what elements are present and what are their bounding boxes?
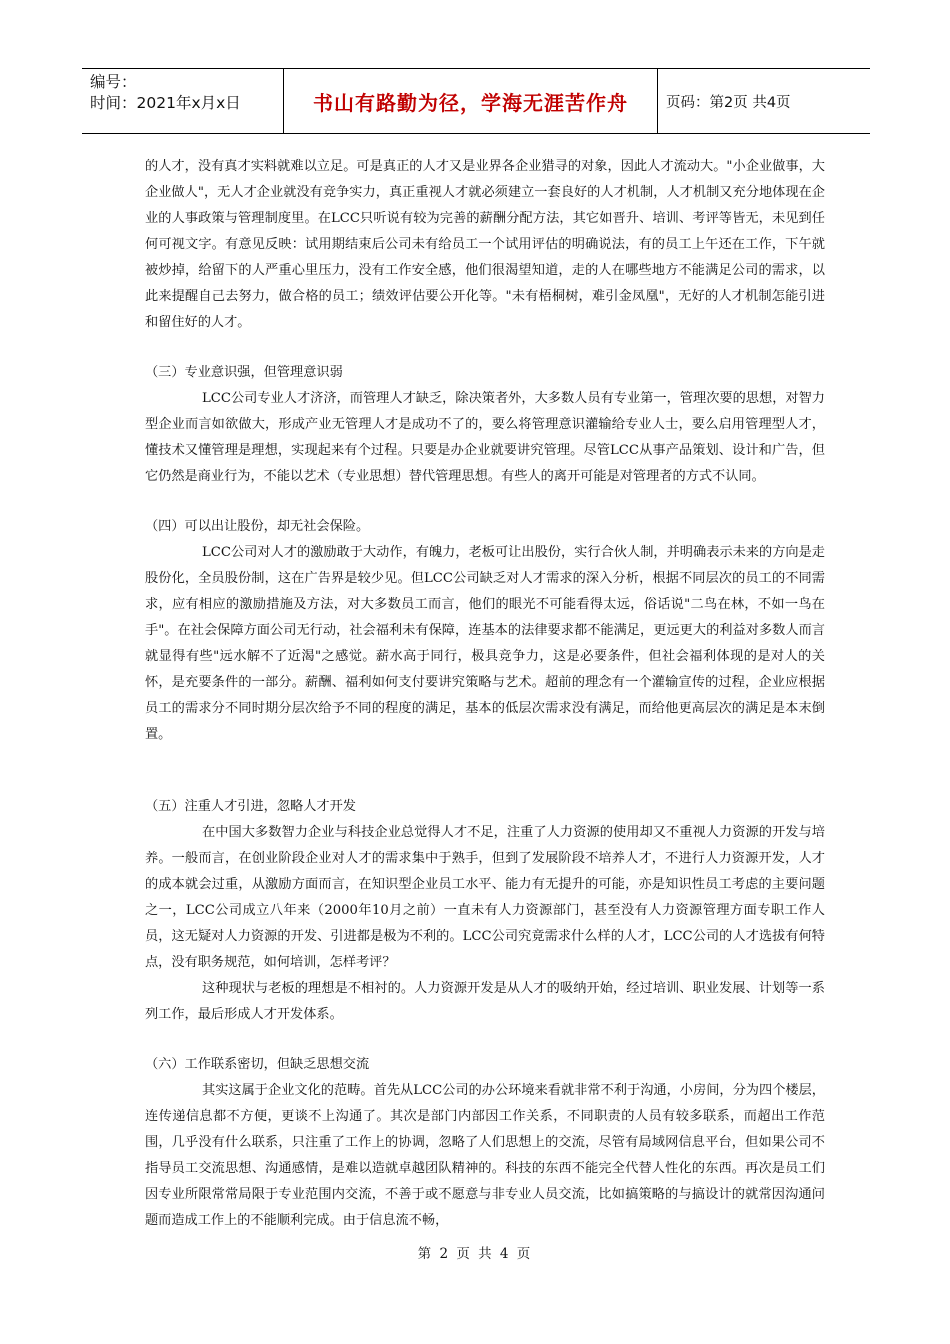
page-header [82,68,870,134]
section-5-paragraph-1: 在中国大多数智力企业与科技企业总觉得人才不足，注重了人力资源的使用却又不重视人力资源的开发与培养。一般而言，在创业阶段企业对人才的需求集中于熟手，但到了发展阶段不培养人才，不进行人力资源开发，人才的成本就会过重，从激励方面而言，在知识型企业员工水平、能力有无提升的可能，亦是知识性员工考虑的主要问题之一，LCC公司成立八年来（2000年10月之前）一直未有人力资源部门，甚至没有人力资源管理方面专职工作人员，这无疑对人力资源的开发、引进都是极为不利的。LCC公司究竟需求什么样的人才，LCC公司的人才选拔有何特点，没有职务规范，如何培训，怎样考评？ [145,825,825,970]
document-time-label: 时间：2021年x月x日 [90,94,241,112]
header-meta [82,69,284,133]
header-page-info: 页码：第2页 共4页 [666,94,791,111]
header-motto: 书山有路勤为径，学海无涯苦作舟 [284,69,658,133]
page-footer: 第 2 页 共 4 页 [417,1246,533,1262]
intro-paragraph: 的人才，没有真才实料就难以立足。可是真正的人才又是业界各企业猎寻的对象，因此人才流动大。"小企业做事，大企业做人"，无人才企业就没有竞争实力，真正重视人才就必须建立一套良好的人才机制，人才机制又充分地体现在企业的人事政策与管理制度里。在LCC只听说有较为完善的薪酬分配方法，其它如晋升、培训、考评等皆无，未见到任何可视文字。有意见反映：试用期结束后公司未有给员工一个试用评估的明确说法，有的员工上午还在工作，下午就被炒掉，给留下的人严重心里压力，没有工作安全感，他们很渴望知道，走的人在哪些地方不能满足公司的需求，以此来提醒自己去努力，做合格的员工；绩效评估要公开化等。"未有梧桐树，难引金凤凰"，无好的人才机制怎能引进和留住好的人才。 [145,159,825,330]
section-4-heading: （四）可以出让股份，却无社会保险。 [145,519,370,534]
section-5-heading: （五）注重人才引进，忽略人才开发 [145,799,356,814]
section-4-paragraph: LCC公司对人才的激励敢于大动作，有魄力，老板可让出股份，实行合伙人制，并明确表示未来的方向是走股份化，全员股份制，这在广告界是较少见。但LCC公司缺乏对人才需求的深入分析，根据不同层次的员工的不同需求，应有相应的激励措施及方法，对大多数员工而言，他们的眼光不可能看得太远，俗话说"二鸟在林，不如一鸟在手"。在社会保障方面公司无行动，社会福利未有保障，连基本的法律要求都不能满足，更远更大的利益对多数人而言就显得有些"远水解不了近渴"之感觉。薪水高于同行，极具竞争力，这是必要条件，但社会福利体现的是对人的关怀，是充要条件的一部分。薪酬、福利如何支付要讲究策略与艺术。超前的理念有一个灌输宣传的过程，企业应根据员工的需求分不同时期分层次给予不同的程度的满足，基本的低层次需求没有满足，而给他更高层次的满足是本末倒置。 [145,545,825,742]
section-6-heading: （六）工作联系密切，但缺乏思想交流 [145,1057,370,1072]
section-3-paragraph: LCC公司专业人才济济，而管理人才缺乏，除决策者外，大多数人员有专业第一，管理次要的思想，对智力型企业而言如欲做大，形成产业无管理人才是成功不了的，要么将管理意识灌输给专业人士，要么启用管理型人才，懂技术又懂管理是理想，实现起来有个过程。只要是办企业就要讲究管理。尽管LCC从事产品策划、设计和广告，但它仍然是商业行为，不能以艺术（专业思想）替代管理思想。有些人的离开可能是对管理者的方式不认同。 [145,391,825,484]
document-body [145,154,825,1234]
section-6-paragraph: 其实这属于企业文化的范畴。首先从LCC公司的办公环境来看就非常不利于沟通，小房间，分为四个楼层，连传递信息都不方便，更谈不上沟通了。其次是部门内部因工作关系，不同职责的人员有较多联系，而超出工作范围，几乎没有什么联系，只注重了工作上的协调，忽略了人们思想上的交流，尽管有局域网信息平台，但如果公司不指导员工交流思想、沟通感情，是难以造就卓越团队精神的。科技的东西不能完全代替人性化的东西。再次是员工们因专业所限常常局限于专业范围内交流，不善于或不愿意与非专业人员交流，比如搞策略的与搞设计的就常因沟通问题而造成工作上的不能顺利完成。由于信息流不畅， [145,1083,825,1228]
document-number-label: 编号： [90,73,137,91]
section-5-paragraph-2: 这种现状与老板的理想是不相衬的。人力资源开发是从人才的吸纳开始，经过培训、职业发展、计划等一系列工作，最后形成人才开发体系。 [145,981,825,1022]
section-3-heading: （三）专业意识强，但管理意识弱 [145,365,343,380]
